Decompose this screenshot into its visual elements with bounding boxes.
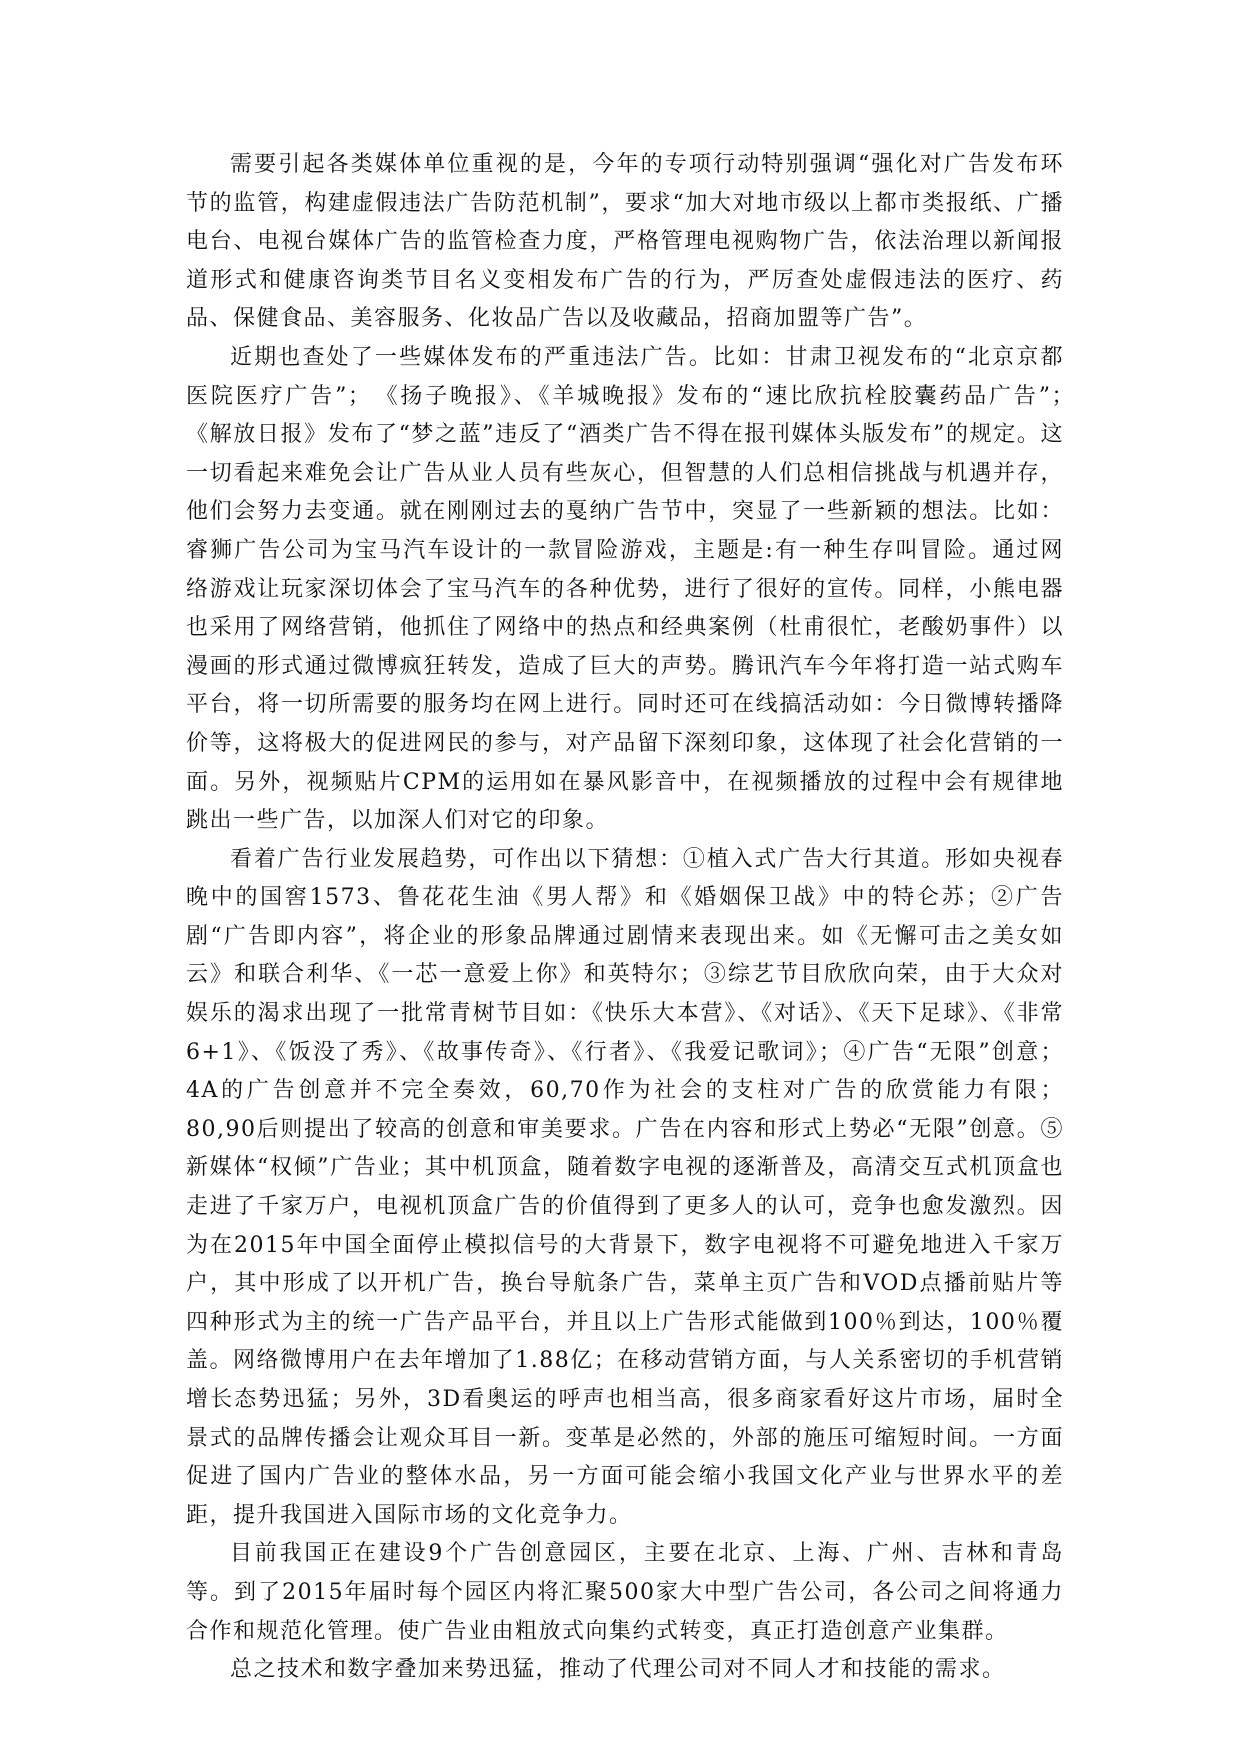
paragraph-industry-trends: 看着广告行业发展趋势，可作出以下猜想：①植入式广告大行其道。形如央视春晚中的国窖1573、鲁花花生油《男人帮》和《婚姻保卫战》中的特仑苏；②广告剧“广告即内容”，将企业的形象品牌通过剧情来表现出来。如《无懈可击之美女如云》和联合利华、《一芯一意爱上你》和英特尔；③综艺节目欣欣向荣，由于大众对娱乐的渴求出现了一批常青树节目如：《快乐大本营》、《对话》、《天下足球》、《非常6+1》、《饭没了秀》、《故事传奇》、《行者》、《我爱记歌词》；④广告“无限”创意；4A的广告创意并不完全奏效，60,70作为社会的支柱对广告的欣赏能力有限；80,90后则提出了较高的创意和审美要求。广告在内容和形式上势必“无限”创意。⑤新媒体“权倾”广告业；其中机顶盒，随着数字电视的逐渐普及，高清交互式机顶盒也走进了千家万户，电视机顶盒广告的价值得到了更多人的认可，竞争也愈发激烈。因为在2015年中国全面停止模拟信号的大背景下，数字电视将不可避免地进入千家万户，其中形成了以开机广告，换台导航条广告，菜单主页广告和VOD点播前贴片等四种形式为主的统一广告产品平台，并且以上广告形式能做到100％到达，100％覆盖。网络微博用户在去年增加了1.88亿；在移动营销方面，与人关系密切的手机营销增长态势迅猛；另外，3D看奥运的呼声也相当高，很多商家看好这片市场，届时全景式的品牌传播会让观众耳目一新。变革是必然的，外部的施压可缩短时间。一方面促进了国内广告业的整体水品，另一方面可能会缩小我国文化产业与世界水平的差距，提升我国进入国际市场的文化竞争力。 xyxy=(186,846,1064,1528)
paragraph-media-regulation: 需要引起各类媒体单位重视的是，今年的专项行动特别强调“强化对广告发布环节的监管，构建虚假违法广告防范机制”，要求“加大对地市级以上都市类报纸、广播电台、电视台媒体广告的监管检查力度，严格管理电视购物广告，依法治理以新闻报道形式和健康咨询类节目名义变相发布广告的行为，严厉查处虚假违法的医疗、药品、保健食品、美容服务、化妆品广告以及收藏品，招商加盟等广告”。 xyxy=(186,152,1064,332)
paragraph-conclusion: 总之技术和数字叠加来势迅猛，推动了代理公司对不同人才和技能的需求。 xyxy=(230,1657,1006,1683)
paragraph-illegal-ads-and-innovation: 近期也查处了一些媒体发布的严重违法广告。比如：甘肃卫视发布的“北京京都医院医疗广告”； 《扬子晚报》、《羊城晚报》发布的“速比欣抗栓胶囊药品广告”； 《解放日报》发布了“梦之蓝”违反了“酒类广告不得在报刊媒体头版发布”的规定。这一切看起来难免会让广告从业人员有些灰心，但智慧的人们总相信挑战与机遇并存，他们会努力去变通。就在刚刚过去的戛纳广告节中，突显了一些新颖的想法。比如：睿狮广告公司为宝马汽车设计的一款冒险游戏，主题是:有一种生存叫冒险。通过网络游戏让玩家深切体会了宝马汽车的各种优势，进行了很好的宣传。同样，小熊电器也采用了网络营销，他抓住了网络中的热点和经典案例（杜甫很忙，老酸奶事件）以漫画的形式通过微博疯狂转发，造成了巨大的声势。腾讯汽车今年将打造一站式购车平台，将一切所需要的服务均在网上进行。同时还可在线搞活动如：今日微博转播降价等，这将极大的促进网民的参与，对产品留下深刻印象，这体现了社会化营销的一面。另外，视频贴片CPM的运用如在暴风影音中，在视频播放的过程中会有规律地跳出一些广告，以加深人们对它的印象。 xyxy=(186,344,1088,834)
document-body xyxy=(186,146,1088,1690)
paragraph-creative-parks: 目前我国正在建设9个广告创意园区，主要在北京、上海、广州、吉林和青岛等。到了2015年届时每个园区内将汇聚500家大中型广告公司，各公司之间将通力合作和规范化管理。使广告业由粗放式向集约式转变，真正打造创意产业集群。 xyxy=(186,1541,1064,1644)
